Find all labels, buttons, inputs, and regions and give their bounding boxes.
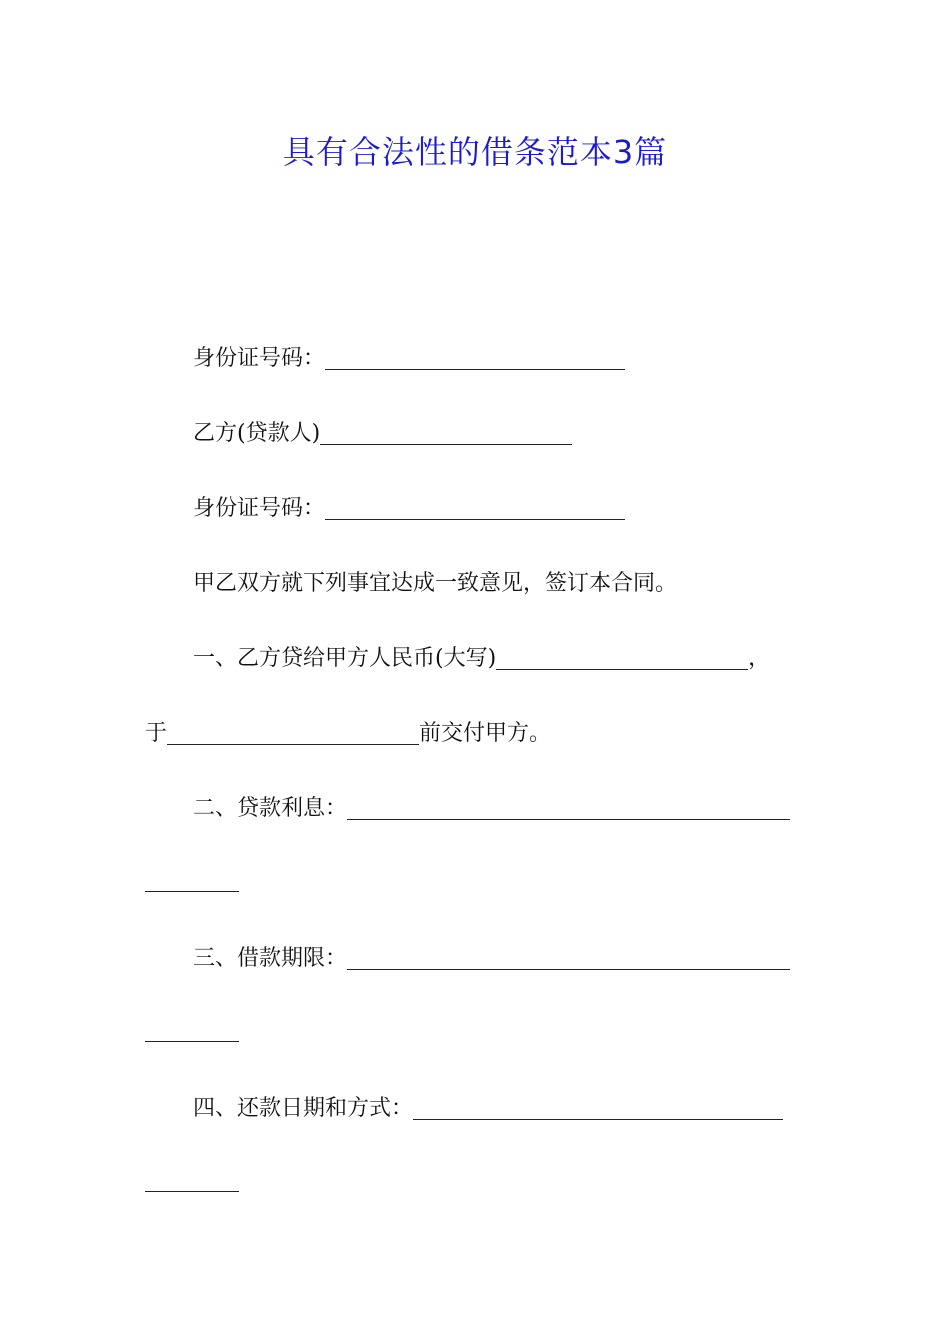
clause-1-line	[193, 644, 770, 674]
clause-1-label: 一、乙方贷给甲方人民币(大写)	[193, 646, 497, 671]
loan-term-blank-continued[interactable]	[145, 1019, 239, 1042]
delivery-date-blank[interactable]	[167, 722, 419, 745]
clause-2-label: 二、贷款利息：	[193, 796, 348, 821]
clause-2-line	[193, 794, 790, 824]
repayment-blank-continued[interactable]	[145, 1169, 239, 1192]
loan-amount-blank[interactable]	[496, 647, 748, 670]
agreement-text: 甲乙双方就下列事宜达成一致意见，签订本合同。	[193, 571, 678, 596]
id-number-blank[interactable]	[325, 497, 625, 520]
clause-3-continuation-line	[145, 1019, 239, 1046]
loan-interest-blank[interactable]	[347, 797, 790, 820]
id-number-label: 身份证号码：	[193, 346, 326, 371]
party-b-blank[interactable]	[320, 422, 572, 445]
clause-4-line	[193, 1094, 783, 1124]
id-number-line-2	[193, 494, 625, 524]
clause-3-label: 三、借款期限：	[193, 946, 348, 971]
clause-4-label: 四、还款日期和方式：	[193, 1096, 414, 1121]
id-number-label: 身份证号码：	[193, 496, 326, 521]
clause-1-cont-suffix: 前交付甲方。	[419, 721, 552, 746]
document-title: 具有合法性的借条范本3篇	[282, 133, 668, 171]
loan-term-blank[interactable]	[347, 947, 790, 970]
clause-1-cont-prefix: 于	[145, 721, 168, 746]
clause-1-comma: ，	[748, 646, 771, 671]
id-number-blank[interactable]	[325, 347, 625, 370]
loan-interest-blank-continued[interactable]	[145, 869, 239, 892]
repayment-blank[interactable]	[413, 1097, 783, 1120]
clause-1-continuation-line	[145, 719, 551, 749]
clause-3-line	[193, 944, 790, 974]
clause-2-continuation-line	[145, 869, 239, 896]
party-b-label: 乙方(贷款人)	[193, 421, 321, 446]
party-b-line	[193, 419, 572, 449]
id-number-line-1	[193, 344, 625, 374]
clause-4-continuation-line	[145, 1169, 239, 1196]
agreement-line	[193, 569, 677, 599]
